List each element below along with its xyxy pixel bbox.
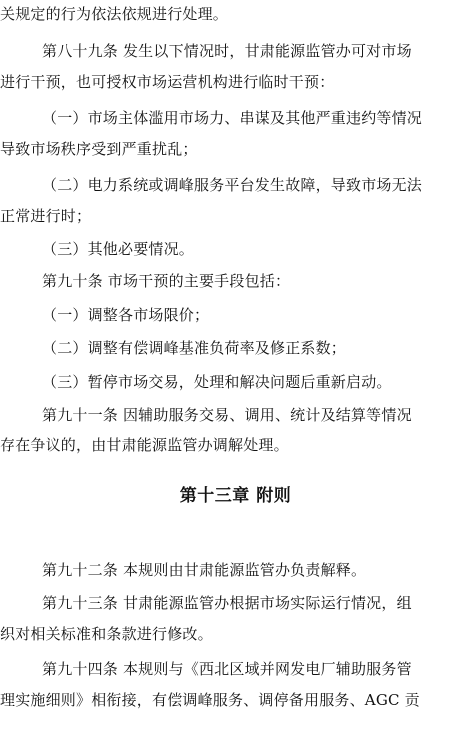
article-90-item-1: （一）调整各市场限价；: [42, 306, 210, 324]
article-91-line-2: 存在争议的，由甘肃能源监管办调解处理。: [0, 436, 289, 454]
article-94-line-2: 理实施细则》相衔接，有偿调峰服务、调停备用服务、AGC 贡: [0, 691, 420, 709]
article-90-item-3: （三）暂停市场交易，处理和解决问题后重新启动。: [42, 373, 392, 391]
text-line: 关规定的行为依法依规进行处理。: [0, 5, 229, 23]
article-91-line-1: 第九十一条 因辅助服务交易、调用、统计及结算等情况: [42, 406, 412, 424]
article-89-item-3: （三）其他必要情况。: [42, 240, 195, 258]
article-89-item-1-line-2: 导致市场秩序受到严重扰乱；: [0, 140, 198, 158]
article-93-line-1: 第九十三条 甘肃能源监管办根据市场实际运行情况，组: [42, 594, 412, 612]
article-89-item-2-line-2: 正常进行时；: [0, 207, 92, 225]
article-89-line-2: 进行干预，也可授权市场运营机构进行临时干预：: [0, 73, 335, 91]
article-94-line-1: 第九十四条 本规则与《西北区域并网发电厂辅助服务管: [42, 660, 412, 678]
article-90-item-2: （二）调整有偿调峰基准负荷率及修正系数；: [42, 339, 347, 357]
article-92-line: 第九十二条 本规则由甘肃能源监管办负责解释。: [42, 561, 367, 579]
article-89-item-1-line-1: （一）市场主体滥用市场力、串谋及其他严重违约等情况: [42, 109, 423, 127]
article-89-line-1: 第八十九条 发生以下情况时，甘肃能源监管办可对市场: [42, 42, 412, 60]
article-89-item-2-line-1: （二）电力系统或调峰服务平台发生故障，导致市场无法: [42, 176, 423, 194]
chapter-title: 第十三章 附则: [179, 486, 292, 506]
article-93-line-2: 织对相关标准和条款进行修改。: [0, 625, 213, 643]
article-90-line: 第九十条 市场干预的主要手段包括：: [42, 272, 291, 290]
